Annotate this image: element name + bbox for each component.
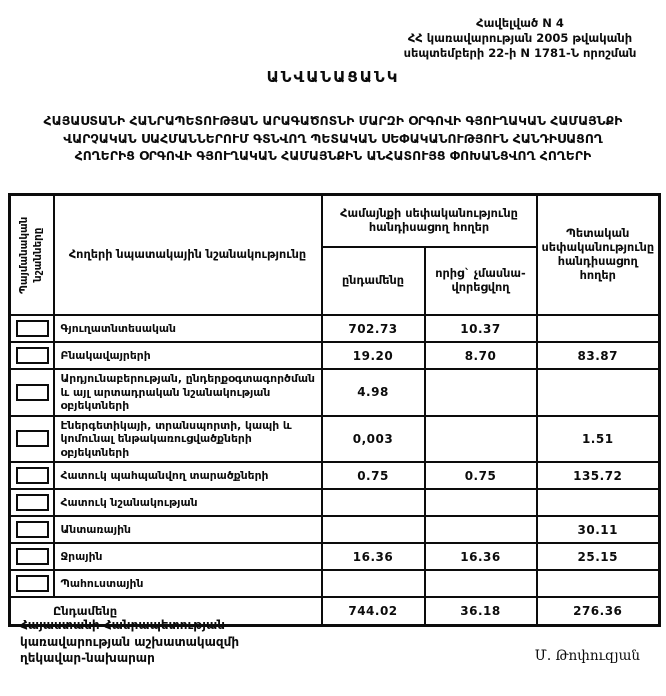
page-title: ԱՆՎԱՆԱՑԱՆԿ [266, 68, 400, 86]
annex-line-2: ՀՀ կառավարության 2005 թվականի [407, 31, 633, 45]
symbol-cell [10, 315, 54, 342]
document-subtitle [0, 112, 666, 165]
land-category-label: Էներգետիկայի, տրանսպորտի, կապի և կոմունալ ենթակառուցվածքների օբյեկտների [54, 416, 322, 463]
total-non-privatizable-value: 36.18 [425, 597, 537, 625]
legend-box [16, 521, 49, 538]
legend-box [16, 548, 49, 565]
table-row [10, 416, 660, 463]
community-total-value [322, 570, 425, 597]
non-privatizable-value: 10.37 [425, 315, 537, 342]
land-category-label: Հատուկ նշանակության [54, 489, 322, 516]
symbol-cell [10, 516, 54, 543]
state-lands-value: 30.11 [537, 516, 660, 543]
non-privatizable-value [425, 369, 537, 416]
signatory-title-line-2: կառավարության աշխատակազմի [20, 634, 240, 649]
community-total-value [322, 489, 425, 516]
symbol-cell [10, 489, 54, 516]
table-row [10, 342, 660, 369]
legend-box [16, 575, 49, 592]
non-privatizable-value [425, 489, 537, 516]
table-row [10, 543, 660, 570]
non-privatizable-value: 8.70 [425, 342, 537, 369]
state-lands-value: 1.51 [537, 416, 660, 463]
state-lands-value: 135.72 [537, 462, 660, 489]
table-row [10, 489, 660, 516]
symbol-cell [10, 570, 54, 597]
symbol-cell [10, 369, 54, 416]
table-row [10, 570, 660, 597]
non-privatizable-value [425, 516, 537, 543]
land-category-label: Արդյունաբերության, ընդերքօգտագործման և այլ արտադրական նշանակության օբյեկտների [54, 369, 322, 416]
legend-box [16, 384, 49, 401]
signatory-title-line-1: Հայաստանի Հանրապետության [20, 618, 225, 632]
community-total-value: 4.98 [322, 369, 425, 416]
column-header-non-privatizable: որից` չմասնա-վորեցվող [425, 247, 537, 315]
column-header-symbols-label: Պայմանական նշանները [17, 216, 44, 294]
table-row [10, 462, 660, 489]
annex-line-1: Հավելված N 4 [476, 16, 564, 30]
legend-box [16, 347, 49, 364]
signatory-title-block [20, 617, 239, 667]
community-total-value: 16.36 [322, 543, 425, 570]
land-category-label: Պահուստային [54, 570, 322, 597]
land-category-label: Հատուկ պահպանվող տարածքների [54, 462, 322, 489]
legend-box [16, 320, 49, 337]
total-community-total-value: 744.02 [322, 597, 425, 625]
legend-box [16, 494, 49, 511]
symbol-cell [10, 416, 54, 463]
non-privatizable-value: 16.36 [425, 543, 537, 570]
column-group-header-community: Համայնքի սեփականությունը հանդիսացող հողեր [322, 195, 537, 248]
state-lands-value: 83.87 [537, 342, 660, 369]
total-state-lands-value: 276.36 [537, 597, 660, 625]
symbol-cell [10, 342, 54, 369]
table-row [10, 516, 660, 543]
non-privatizable-value: 0.75 [425, 462, 537, 489]
land-category-label: Ջրային [54, 543, 322, 570]
signatory-name: Մ. Թոփուզյան [534, 648, 640, 664]
column-header-purpose: Հողերի նպատակային նշանակությունը [54, 195, 322, 316]
state-lands-value [537, 315, 660, 342]
community-total-value: 0,003 [322, 416, 425, 463]
subtitle-line-2: ՎԱՐՉԱԿԱՆ ՍԱՀՄԱՆՆԵՐՈՒՄ ԳՏՆՎՈՂ ՊԵՏԱԿԱՆ ՍԵՓԱԿԱՆՈՒԹՅՈՒՆ ՀԱՆԴԻՍԱՑՈՂ [63, 130, 603, 146]
land-allocation-table [8, 193, 661, 627]
total-row-label: Ընդամենը [10, 597, 322, 625]
table-row [10, 315, 660, 342]
table-row [10, 369, 660, 416]
land-category-label: Գյուղատնտեսական [54, 315, 322, 342]
community-total-value [322, 516, 425, 543]
community-total-value: 702.73 [322, 315, 425, 342]
signatory-title-line-3: ղեկավար-նախարար [20, 651, 155, 665]
non-privatizable-value [425, 416, 537, 463]
state-lands-value [537, 489, 660, 516]
state-lands-value [537, 369, 660, 416]
land-category-label: Բնակավայրերի [54, 342, 322, 369]
community-total-value: 0.75 [322, 462, 425, 489]
annex-reference [382, 16, 658, 61]
community-total-value: 19.20 [322, 342, 425, 369]
state-lands-value: 25.15 [537, 543, 660, 570]
land-category-label: Անտառային [54, 516, 322, 543]
annex-line-3: սեպտեմբերի 22-ի N 1781-Ն որոշման [403, 46, 637, 60]
legend-box [16, 467, 49, 484]
state-lands-value [537, 570, 660, 597]
non-privatizable-value [425, 570, 537, 597]
subtitle-line-3: ՀՈՂԵՐԻՑ ՕՐԳՈՎԻ ԳՅՈՒՂԱԿԱՆ ՀԱՄԱՅՆՔԻՆ ԱՆՀԱՏՈՒՅՑ ՓՈԽԱՆՑՎՈՂ ՀՈՂԵՐԻ [74, 148, 592, 163]
symbol-cell [10, 462, 54, 489]
symbol-cell [10, 543, 54, 570]
column-header-total: ընդամենը [322, 247, 425, 315]
legend-box [16, 430, 49, 447]
column-header-state-lands: Պետական սեփականությունը հանդիսացող հողեր [537, 195, 660, 316]
subtitle-line-1: ՀԱՅԱՍՏԱՆԻ ՀԱՆՐԱՊԵՏՈՒԹՅԱՆ ԱՐԱԳԱԾՈՏՆԻ ՄԱՐԶԻ ՕՐԳՈՎԻ ԳՅՈՒՂԱԿԱՆ ՀԱՄԱՅՆՔԻ [43, 113, 623, 128]
column-header-symbols [10, 195, 54, 316]
